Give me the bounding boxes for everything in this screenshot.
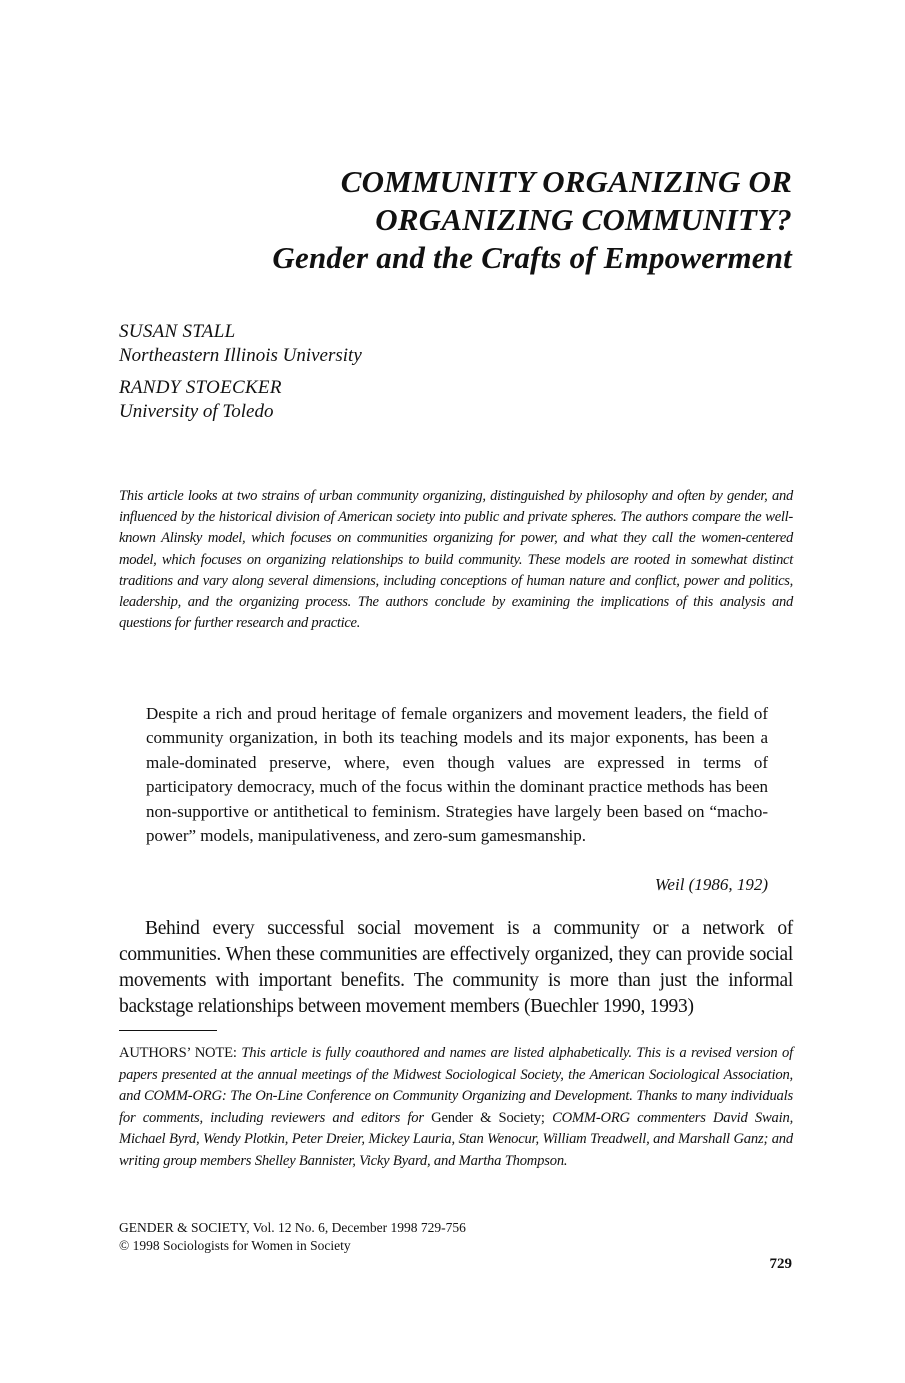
footnote-rule xyxy=(119,1030,217,1031)
author-affiliation: University of Toledo xyxy=(119,401,274,422)
author-name: SUSAN STALL xyxy=(119,321,236,342)
author-name: RANDY STOECKER xyxy=(119,377,282,398)
epigraph-quote: Despite a rich and proud heritage of female organizers and movement leaders, the field of community organization, in both its teaching models and its major exponents, has been a male-dominated preserve, where, even though values are expressed in terms of participatory democracy, much of the focus within the dominant practice methods has been non-supportive or antithetical to feminism. Strategies have largely been based on “macho-power” models, manipulativeness, and zero-sum gamesmanship. xyxy=(146,704,768,846)
epigraph-citation: Weil (1986, 192) xyxy=(654,875,768,894)
authors-note-label: AUTHORS’ NOTE: xyxy=(119,1045,237,1061)
abstract: This article looks at two strains of urban community organizing, distinguished by philosophy and often by gender, and influenced by the historical division of American society into public and private spheres. The authors compare the well-known Alinsky model, which focuses on communities organizing for power, and what they call the women-centered model, which focuses on organizing relationships to build community. These models are rooted in somewhat distinct traditions and vary along several dimensions, including conceptions of human nature and conflict, power and politics, leadership, and the organizing process. The authors conclude by examining the implications of this analysis and questions for further research and practice. xyxy=(119,488,793,632)
article-title xyxy=(272,163,792,277)
authors-note-acknowledgments: COMM-ORG commenters David Swain, Michael Byrd, Wendy Plotkin, Peter Dreier, Mickey Lauria, Stan Wenocur, William Treadwell, and Marshall Ganz; and writing group members Shelley Bannister, Vicky Byard, and Martha Thompson. xyxy=(119,1109,794,1169)
page-number: 729 xyxy=(769,1256,792,1272)
authors-note xyxy=(119,1043,793,1173)
author-affiliation: Northeastern Illinois University xyxy=(119,345,362,366)
authors-note-journal: Gender & Society; xyxy=(431,1109,545,1126)
body-paragraph: Behind every successful social movement is a community or a network of communities. When these communities are effectively organized, they can provide social movements with important benefits. The community is more than just the informal backstage relationships between movement members (Buechler 1990, 1993) xyxy=(119,918,793,1017)
author-block xyxy=(119,320,362,424)
publication-footer xyxy=(119,1219,466,1255)
copyright-line: © 1998 Sociologists for Women in Society xyxy=(119,1238,351,1253)
journal-citation: GENDER & SOCIETY, Vol. 12 No. 6, December 1998 729-756 xyxy=(119,1220,466,1235)
title-line-2: ORGANIZING COMMUNITY? xyxy=(375,202,792,237)
title-line-1: COMMUNITY ORGANIZING OR xyxy=(340,164,792,199)
article-subtitle: Gender and the Crafts of Empowerment xyxy=(272,240,792,275)
authors-note-text: This article is fully coauthored and names are listed alphabetically. This is a revised version of papers presented at the annual meetings of the Midwest Sociological Society, the American Sociological Association, and COMM-ORG: The On-Line Conference on Community Organizing and Development. Thanks to many individuals for comments, including reviewers and editors for xyxy=(119,1045,793,1126)
